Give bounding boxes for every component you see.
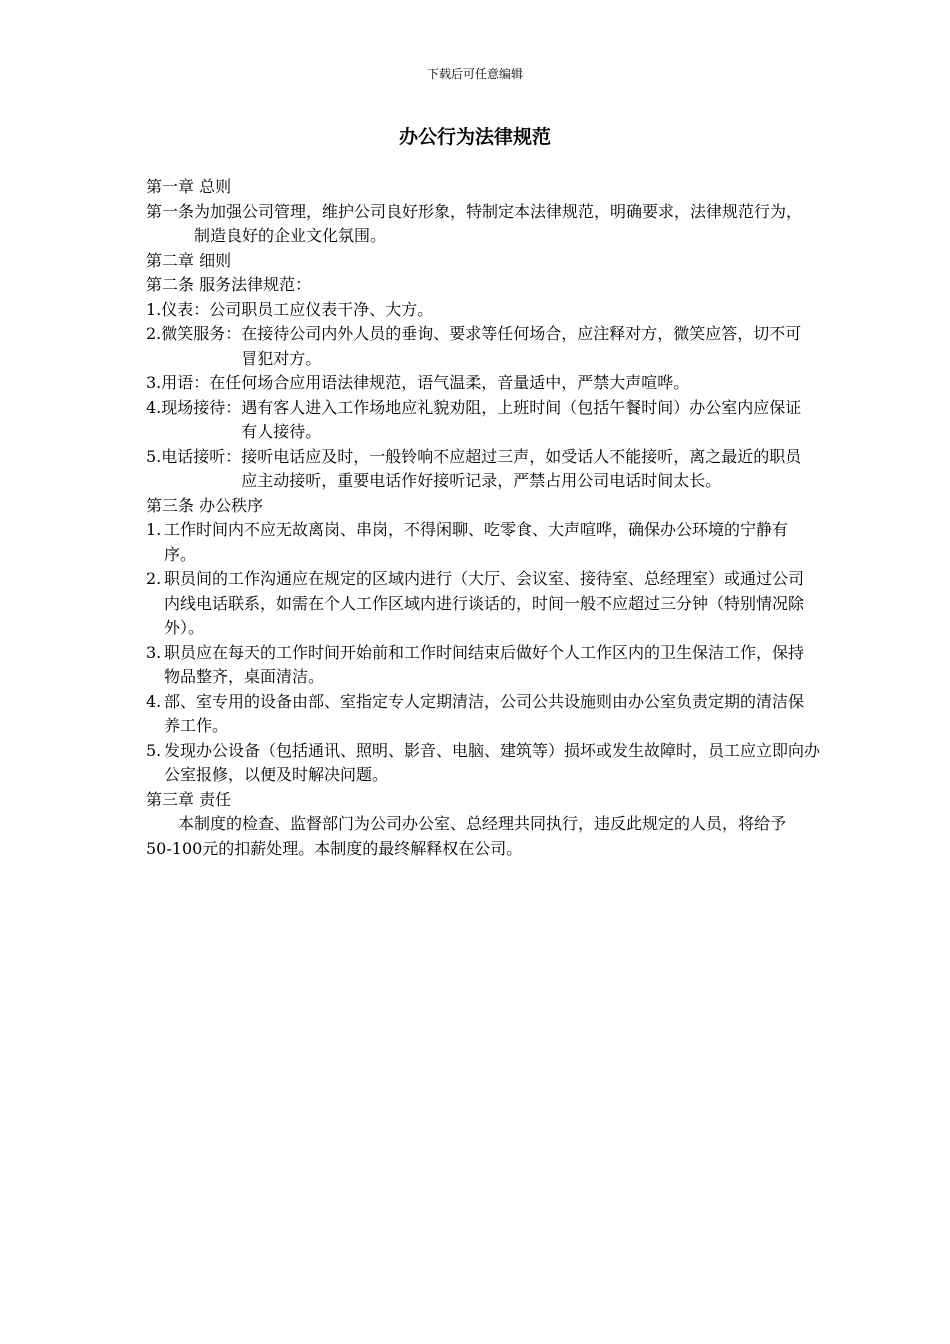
article-1-lead: 第一条 <box>146 201 195 221</box>
header-note: 下载后可任意编辑 <box>426 67 523 81</box>
service-item-text: 在接待公司内外人员的垂询、要求等任何场合，应注释对方，微笑应答，切不可冒犯对方。 <box>241 324 802 368</box>
order-item-number: 2. <box>146 569 162 588</box>
service-item-lead: 现场接待： <box>161 397 242 417</box>
order-item <box>146 690 826 739</box>
service-item-text: 接听电话应及时，一般铃响不应超过三声，如受话人不能接听，离之最近的职员应主动接听，重要电话作好接听记录，严禁占用公司电话时间太长。 <box>241 446 802 490</box>
service-item <box>146 396 826 445</box>
article-3-heading: 第三条 办公秩序 <box>146 495 264 515</box>
order-item <box>146 518 826 567</box>
document-title: 办公行为法律规范 <box>398 126 551 148</box>
order-item <box>146 739 826 788</box>
document-body <box>146 175 826 861</box>
service-item-number: 3. <box>146 373 162 392</box>
order-item-number: 5. <box>146 740 162 760</box>
order-item-text: 职员应在每天的工作时间开始前和工作时间结束后做好个人工作区内的卫生保洁工作，保持物品整齐，桌面清洁。 <box>164 642 805 686</box>
service-item-lead: 微笑服务： <box>161 324 242 343</box>
service-item-number: 4. <box>146 397 162 417</box>
order-item-number: 3. <box>146 642 162 662</box>
chapter-2-heading: 第二章 细则 <box>146 250 232 270</box>
article-2-heading: 第二条 服务法律规范： <box>146 275 312 294</box>
order-item-text: 部、室专用的设备由部、室指定专人定期清洁，公司公共设施则由办公室负责定期的清洁保养工作。 <box>164 691 805 735</box>
service-item-number: 1. <box>146 299 162 319</box>
service-item <box>146 322 826 371</box>
chapter-3-heading: 第三章 责任 <box>146 789 232 809</box>
service-item <box>146 371 826 396</box>
service-item-text: 在任何场合应用语法律规范，语气温柔，音量适中，严禁大声喧哗。 <box>209 373 690 392</box>
chapter-1-heading: 第一章 总则 <box>146 177 232 196</box>
order-item <box>146 641 826 690</box>
service-item-lead: 仪表： <box>161 299 210 319</box>
article-1-text: 为加强公司管理，维护公司良好形象，特制定本法律规范，明确要求，法律规范行为，制造良好的企业文化氛围。 <box>194 201 803 245</box>
order-item-number: 4. <box>146 691 162 711</box>
service-item-number: 5. <box>146 446 162 466</box>
service-item <box>146 298 826 323</box>
order-item-text: 工作时间内不应无故离岗、串岗，不得闲聊、吃零食、大声喧哗，确保办公环境的宁静有序。 <box>164 520 789 564</box>
order-item-number: 1. <box>146 520 162 539</box>
article-1 <box>146 200 826 249</box>
order-item <box>146 567 826 641</box>
service-item-lead: 用语： <box>161 373 210 392</box>
service-item-text: 遇有客人进入工作场地应礼貌劝阻，上班时间（包括午餐时间）办公室内应保证有人接待。 <box>241 397 802 441</box>
order-item-text: 发现办公设备（包括通讯、照明、影音、电脑、建筑等）损坏或发生故障时，员工应立即向办公室报修，以便及时解决问题。 <box>164 740 821 784</box>
service-list <box>146 298 826 494</box>
service-item-text: 公司职员工应仪表干净、大方。 <box>209 299 434 319</box>
service-item <box>146 445 826 494</box>
service-item-lead: 电话接听： <box>161 446 242 466</box>
order-list <box>146 518 826 788</box>
order-item-text: 职员间的工作沟通应在规定的区域内进行（大厅、会议室、接待室、总经理室）或通过公司内线电话联系，如需在个人工作区域内进行谈话的，时间一般不应超过三分钟（特别情况除外）。 <box>164 569 805 637</box>
chapter-3-paragraph: 本制度的检查、监督部门为公司办公室、总经理共同执行，违反此规定的人员，将给予50-100元的扣薪处理。本制度的最终解释权在公司。 <box>146 814 787 858</box>
service-item-number: 2. <box>146 324 162 343</box>
